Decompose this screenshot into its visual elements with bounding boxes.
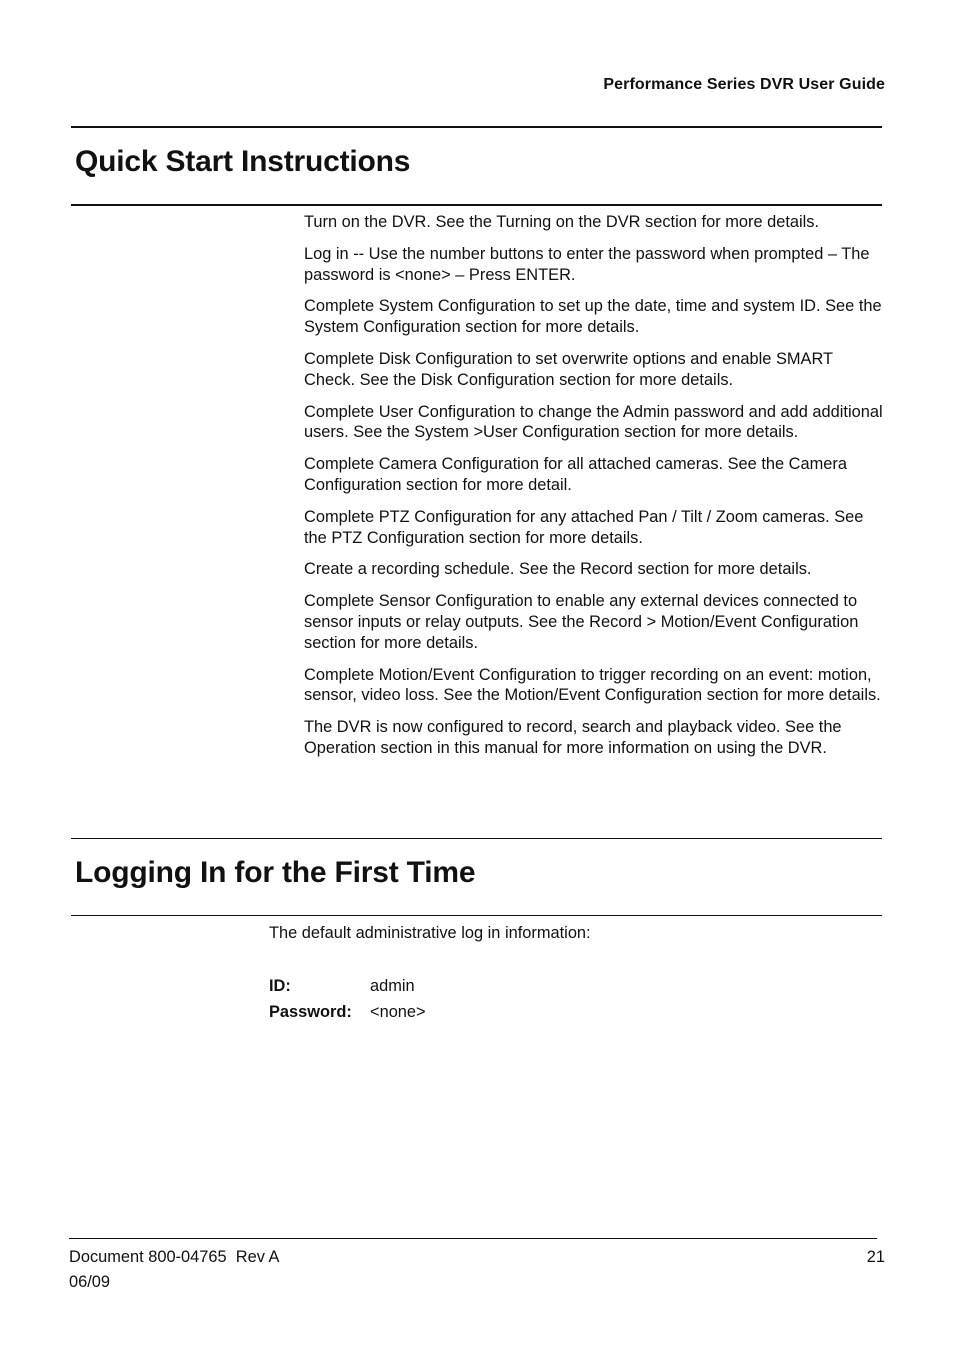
page-number: 21	[866, 1248, 885, 1266]
footer-document-number: Document 800-04765 Rev A	[69, 1248, 280, 1266]
section-title-first-login: Logging In for the First Time	[75, 856, 476, 889]
credential-label: ID:	[269, 977, 291, 995]
section-divider-bottom	[71, 915, 882, 916]
step-item: Complete Sensor Configuration to enable any external devices connected to sensor inputs or relay outputs. See the Record > Motion/Event Configuration section for more details.	[304, 592, 859, 652]
section-divider-top	[71, 838, 882, 839]
footer-divider	[69, 1238, 877, 1239]
step-item: The DVR is now configured to record, search and playback video. See the Operation section in this manual for more information on using the DVR.	[304, 718, 842, 757]
step-item: Create a recording schedule. See the Record section for more details.	[304, 560, 812, 579]
credential-value: <none>	[370, 1003, 426, 1021]
step-item: Log in -- Use the number buttons to enter the password when prompted – The password is <none> – Press ENTER.	[304, 244, 870, 284]
step-item: Complete System Configuration to set up the date, time and system ID. See the System Configuration section for more details.	[304, 297, 882, 337]
step-item: Complete Motion/Event Configuration to trigger recording on an event: motion, sensor, video loss. See the Motion/Event Configuration section for more details.	[304, 665, 881, 705]
step-item: Complete User Configuration to change the Admin password and add additional users. See the System >User Configuration section for more details.	[304, 402, 883, 442]
credential-row-id	[269, 976, 415, 996]
footer-date: 06/09	[69, 1273, 111, 1291]
section-divider-bottom	[71, 204, 882, 206]
login-intro-text: The default administrative log in information:	[269, 924, 591, 942]
credential-label: Password:	[269, 1003, 352, 1021]
section-divider-top	[71, 126, 882, 128]
page-header: Performance Series DVR User Guide	[603, 76, 885, 93]
step-item: Complete Camera Configuration for all attached cameras. See the Camera Configuration section for more detail.	[304, 455, 847, 494]
step-item: Complete PTZ Configuration for any attached Pan / Tilt / Zoom cameras. See the PTZ Configuration section for more details.	[304, 507, 864, 547]
credential-row-password	[269, 1002, 426, 1022]
quick-start-steps	[304, 212, 884, 770]
step-item: Complete Disk Configuration to set overwrite options and enable SMART Check. See the Disk Configuration section for more details.	[304, 349, 833, 389]
step-item: Turn on the DVR. See the Turning on the DVR section for more details.	[304, 213, 820, 231]
credential-value: admin	[370, 977, 415, 995]
section-title-quick-start: Quick Start Instructions	[75, 145, 411, 178]
